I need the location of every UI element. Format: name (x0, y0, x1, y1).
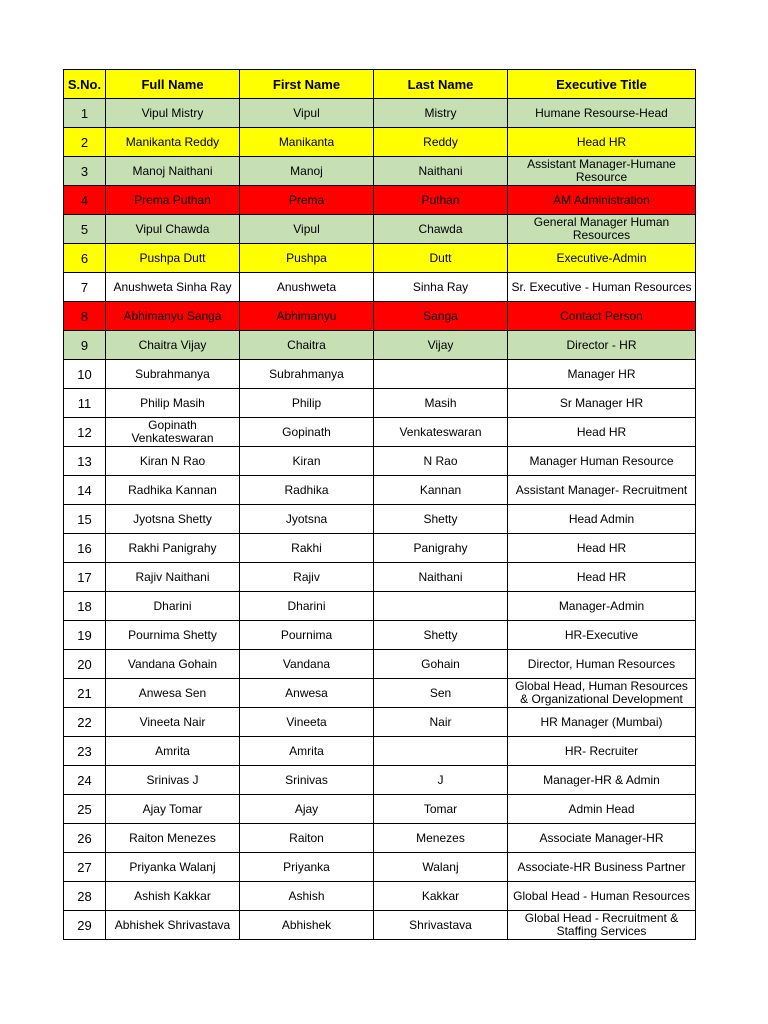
cell-executive-title: Manager-Admin (508, 592, 696, 621)
cell-first-name: Anwesa (240, 679, 374, 708)
cell-first-name: Dharini (240, 592, 374, 621)
cell-first-name: Vipul (240, 215, 374, 244)
cell-last-name: Panigrahy (374, 534, 508, 563)
cell-executive-title: Global Head - Human Resources (508, 882, 696, 911)
table-row (64, 302, 696, 331)
table-row (64, 853, 696, 882)
cell-executive-title: Sr. Executive - Human Resources (508, 273, 696, 302)
cell-last-name: Walanj (374, 853, 508, 882)
table-row (64, 650, 696, 679)
cell-first-name: Prema (240, 186, 374, 215)
cell-executive-title: Head Admin (508, 505, 696, 534)
cell-first-name: Vineeta (240, 708, 374, 737)
cell-last-name: Vijay (374, 331, 508, 360)
table-row (64, 592, 696, 621)
table-row (64, 273, 696, 302)
table-row (64, 882, 696, 911)
cell-first-name: Philip (240, 389, 374, 418)
cell-last-name: Kannan (374, 476, 508, 505)
cell-sno: 29 (64, 911, 106, 940)
cell-last-name: Naithani (374, 563, 508, 592)
cell-first-name: Raiton (240, 824, 374, 853)
cell-sno: 13 (64, 447, 106, 476)
cell-full-name: Subrahmanya (106, 360, 240, 389)
table-row (64, 737, 696, 766)
cell-executive-title: Executive-Admin (508, 244, 696, 273)
cell-sno: 27 (64, 853, 106, 882)
table-row (64, 186, 696, 215)
cell-full-name: Vipul Mistry (106, 99, 240, 128)
table-row (64, 128, 696, 157)
cell-last-name: Sanga (374, 302, 508, 331)
cell-executive-title: Assistant Manager-Humane Resource (508, 157, 696, 186)
cell-sno: 21 (64, 679, 106, 708)
cell-executive-title: Global Head - Recruitment & Staffing Services (508, 911, 696, 940)
cell-full-name: Vipul Chawda (106, 215, 240, 244)
cell-last-name: Puthan (374, 186, 508, 215)
cell-first-name: Kiran (240, 447, 374, 476)
header-full-name: Full Name (106, 70, 240, 99)
cell-first-name: Pushpa (240, 244, 374, 273)
table-row (64, 534, 696, 563)
cell-last-name: Chawda (374, 215, 508, 244)
cell-full-name: Ajay Tomar (106, 795, 240, 824)
cell-first-name: Srinivas (240, 766, 374, 795)
cell-executive-title: Associate Manager-HR (508, 824, 696, 853)
cell-first-name: Vipul (240, 99, 374, 128)
cell-full-name: Anwesa Sen (106, 679, 240, 708)
cell-last-name: Sinha Ray (374, 273, 508, 302)
cell-full-name: Rakhi Panigrahy (106, 534, 240, 563)
cell-sno: 1 (64, 99, 106, 128)
cell-sno: 25 (64, 795, 106, 824)
table-row (64, 824, 696, 853)
table-row (64, 911, 696, 940)
cell-full-name: Srinivas J (106, 766, 240, 795)
table-row (64, 795, 696, 824)
cell-sno: 17 (64, 563, 106, 592)
table-row (64, 679, 696, 708)
cell-executive-title: HR Manager (Mumbai) (508, 708, 696, 737)
cell-sno: 19 (64, 621, 106, 650)
header-last-name: Last Name (374, 70, 508, 99)
table-row (64, 418, 696, 447)
cell-executive-title: Head HR (508, 534, 696, 563)
cell-first-name: Priyanka (240, 853, 374, 882)
table-row (64, 215, 696, 244)
cell-sno: 15 (64, 505, 106, 534)
cell-executive-title: Sr Manager HR (508, 389, 696, 418)
cell-executive-title: Director - HR (508, 331, 696, 360)
table-row (64, 157, 696, 186)
cell-last-name: Gohain (374, 650, 508, 679)
header-first-name: First Name (240, 70, 374, 99)
cell-sno: 11 (64, 389, 106, 418)
cell-executive-title: HR- Recruiter (508, 737, 696, 766)
cell-sno: 5 (64, 215, 106, 244)
table-row (64, 563, 696, 592)
cell-last-name: Shetty (374, 621, 508, 650)
cell-full-name: Prema Puthan (106, 186, 240, 215)
table-row (64, 447, 696, 476)
cell-first-name: Manoj (240, 157, 374, 186)
cell-full-name: Anushweta Sinha Ray (106, 273, 240, 302)
cell-full-name: Abhimanyu Sanga (106, 302, 240, 331)
cell-sno: 3 (64, 157, 106, 186)
cell-executive-title: Manager-HR & Admin (508, 766, 696, 795)
contacts-table (63, 69, 696, 940)
cell-sno: 24 (64, 766, 106, 795)
cell-full-name: Dharini (106, 592, 240, 621)
cell-sno: 12 (64, 418, 106, 447)
cell-first-name: Gopinath (240, 418, 374, 447)
cell-executive-title: Manager HR (508, 360, 696, 389)
cell-last-name: Sen (374, 679, 508, 708)
cell-full-name: Manoj Naithani (106, 157, 240, 186)
table-row (64, 99, 696, 128)
cell-full-name: Priyanka Walanj (106, 853, 240, 882)
cell-executive-title: Manager Human Resource (508, 447, 696, 476)
cell-sno: 7 (64, 273, 106, 302)
cell-last-name: J (374, 766, 508, 795)
cell-last-name: Menezes (374, 824, 508, 853)
cell-executive-title: Assistant Manager- Recruitment (508, 476, 696, 505)
cell-full-name: Gopinath Venkateswaran (106, 418, 240, 447)
table-row (64, 505, 696, 534)
cell-last-name (374, 737, 508, 766)
cell-first-name: Ajay (240, 795, 374, 824)
cell-last-name: Reddy (374, 128, 508, 157)
cell-first-name: Anushweta (240, 273, 374, 302)
cell-full-name: Raiton Menezes (106, 824, 240, 853)
table-row (64, 766, 696, 795)
cell-sno: 22 (64, 708, 106, 737)
table-row (64, 708, 696, 737)
cell-first-name: Chaitra (240, 331, 374, 360)
cell-last-name: N Rao (374, 447, 508, 476)
cell-last-name: Mistry (374, 99, 508, 128)
cell-first-name: Jyotsna (240, 505, 374, 534)
cell-first-name: Pournima (240, 621, 374, 650)
cell-sno: 26 (64, 824, 106, 853)
cell-sno: 9 (64, 331, 106, 360)
cell-last-name: Tomar (374, 795, 508, 824)
table-row (64, 331, 696, 360)
table-row (64, 621, 696, 650)
cell-full-name: Rajiv Naithani (106, 563, 240, 592)
cell-executive-title: Global Head, Human Resources & Organizational Development (508, 679, 696, 708)
cell-executive-title: Humane Resourse-Head (508, 99, 696, 128)
cell-sno: 10 (64, 360, 106, 389)
cell-sno: 14 (64, 476, 106, 505)
cell-executive-title: Director, Human Resources (508, 650, 696, 679)
table-row (64, 389, 696, 418)
cell-full-name: Pushpa Dutt (106, 244, 240, 273)
cell-first-name: Rajiv (240, 563, 374, 592)
cell-last-name (374, 592, 508, 621)
cell-executive-title: General Manager Human Resources (508, 215, 696, 244)
cell-sno: 23 (64, 737, 106, 766)
cell-executive-title: Head HR (508, 563, 696, 592)
cell-executive-title: Contact Person (508, 302, 696, 331)
cell-sno: 6 (64, 244, 106, 273)
table-body (64, 99, 696, 940)
cell-sno: 4 (64, 186, 106, 215)
cell-full-name: Abhishek Shrivastava (106, 911, 240, 940)
cell-sno: 2 (64, 128, 106, 157)
cell-full-name: Amrita (106, 737, 240, 766)
cell-full-name: Vineeta Nair (106, 708, 240, 737)
cell-first-name: Vandana (240, 650, 374, 679)
cell-first-name: Ashish (240, 882, 374, 911)
cell-executive-title: Head HR (508, 128, 696, 157)
cell-last-name: Nair (374, 708, 508, 737)
cell-first-name: Amrita (240, 737, 374, 766)
cell-first-name: Manikanta (240, 128, 374, 157)
cell-first-name: Radhika (240, 476, 374, 505)
cell-sno: 20 (64, 650, 106, 679)
cell-last-name: Shetty (374, 505, 508, 534)
table-row (64, 476, 696, 505)
cell-sno: 8 (64, 302, 106, 331)
cell-full-name: Philip Masih (106, 389, 240, 418)
cell-executive-title: AM Administration (508, 186, 696, 215)
cell-full-name: Radhika Kannan (106, 476, 240, 505)
cell-executive-title: Head HR (508, 418, 696, 447)
cell-full-name: Manikanta Reddy (106, 128, 240, 157)
cell-sno: 28 (64, 882, 106, 911)
cell-first-name: Subrahmanya (240, 360, 374, 389)
cell-first-name: Abhishek (240, 911, 374, 940)
cell-executive-title: Associate-HR Business Partner (508, 853, 696, 882)
cell-full-name: Pournima Shetty (106, 621, 240, 650)
cell-last-name: Dutt (374, 244, 508, 273)
cell-full-name: Chaitra Vijay (106, 331, 240, 360)
cell-full-name: Kiran N Rao (106, 447, 240, 476)
header-row (64, 70, 696, 99)
header-sno: S.No. (64, 70, 106, 99)
cell-full-name: Jyotsna Shetty (106, 505, 240, 534)
cell-sno: 16 (64, 534, 106, 563)
cell-full-name: Ashish Kakkar (106, 882, 240, 911)
cell-first-name: Rakhi (240, 534, 374, 563)
cell-last-name: Masih (374, 389, 508, 418)
cell-last-name (374, 360, 508, 389)
cell-last-name: Shrivastava (374, 911, 508, 940)
cell-full-name: Vandana Gohain (106, 650, 240, 679)
header-executive-title: Executive Title (508, 70, 696, 99)
cell-executive-title: Admin Head (508, 795, 696, 824)
cell-executive-title: HR-Executive (508, 621, 696, 650)
cell-first-name: Abhimanyu (240, 302, 374, 331)
cell-last-name: Naithani (374, 157, 508, 186)
table-row (64, 244, 696, 273)
cell-last-name: Kakkar (374, 882, 508, 911)
cell-sno: 18 (64, 592, 106, 621)
cell-last-name: Venkateswaran (374, 418, 508, 447)
table-row (64, 360, 696, 389)
